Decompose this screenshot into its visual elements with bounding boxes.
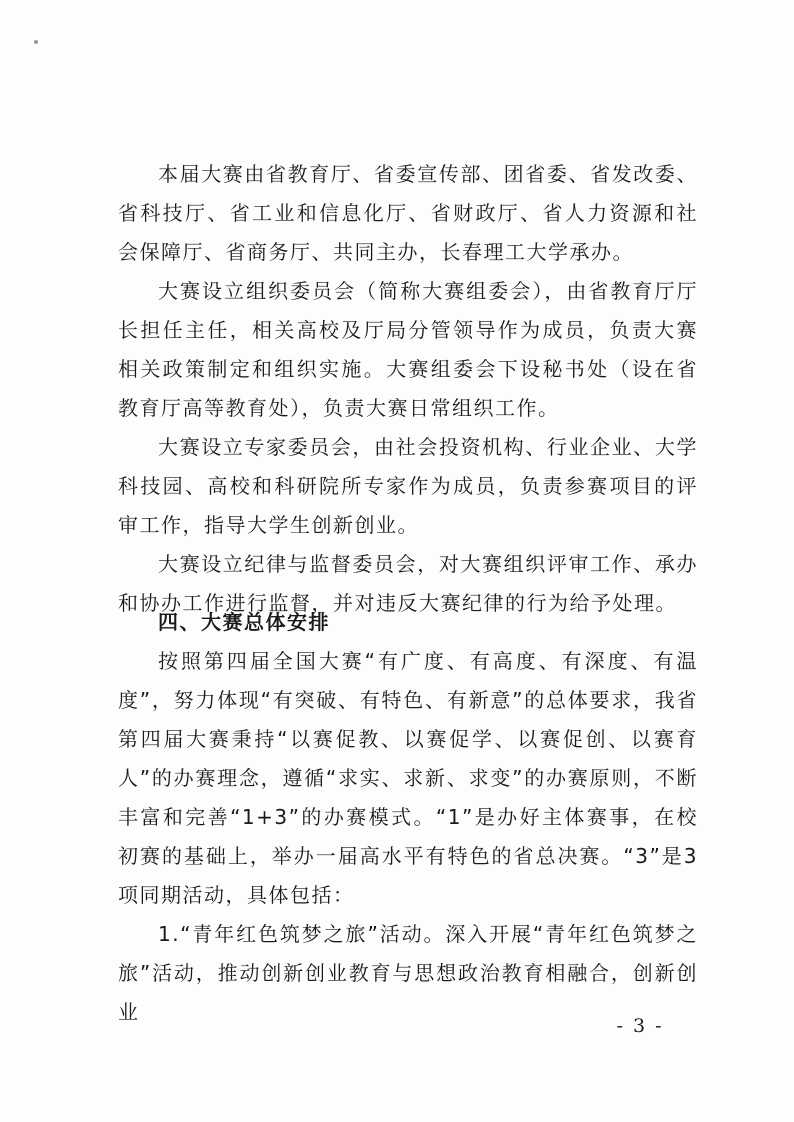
paragraph-organizing-committee: 大赛设立组织委员会（简称大赛组委会），由省教育厅厅长担任主任，相关高校及厅局分管领导作为成员，负责大赛相关政策制定和组织实施。大赛组委会下设秘书处（设在省教育厅高等教育处），负责大赛日常组织工作。 <box>118 279 698 420</box>
section-heading: 四、大赛总体安排 <box>158 610 330 634</box>
scan-dot-mark <box>34 40 38 44</box>
paragraph-overall-arrangement: 按照第四届全国大赛“有广度、有高度、有深度、有温度”，努力体现“有突破、有特色、有新意”的总体要求，我省第四届大赛秉持“以赛促教、以赛促学、以赛促创、以赛育人”的办赛理念，遵循“求实、求新、求变”的办赛原则，不断丰富和完善“1+3”的办赛模式。“1”是办好主体赛事，在校初赛的基础上，举办一届高水平有特色的省总决赛。“3”是3项同期活动，具体包括： <box>118 649 698 907</box>
paragraph-item-one: 1.“青年红色筑梦之旅”活动。深入开展“青年红色筑梦之旅”活动，推动创新创业教育与思想政治教育相融合，创新创业 <box>118 922 698 1024</box>
paragraph-supervision-committee: 大赛设立纪律与监督委员会，对大赛组织评审工作、承办和协办工作进行监督，并对违反大赛纪律的行为给予处理。 <box>118 552 698 615</box>
paragraph-expert-committee: 大赛设立专家委员会，由社会投资机构、行业企业、大学科技园、高校和科研院所专家作为成员，负责参赛项目的评审工作，指导大学生创新创业。 <box>118 435 698 537</box>
paragraph-organizers: 本届大赛由省教育厅、省委宣传部、团省委、省发改委、省科技厅、省工业和信息化厅、省财政厅、省人力资源和社会保障厅、省商务厅、共同主办，长春理工大学承办。 <box>118 162 698 264</box>
page-number: - 3 - <box>616 1015 664 1037</box>
